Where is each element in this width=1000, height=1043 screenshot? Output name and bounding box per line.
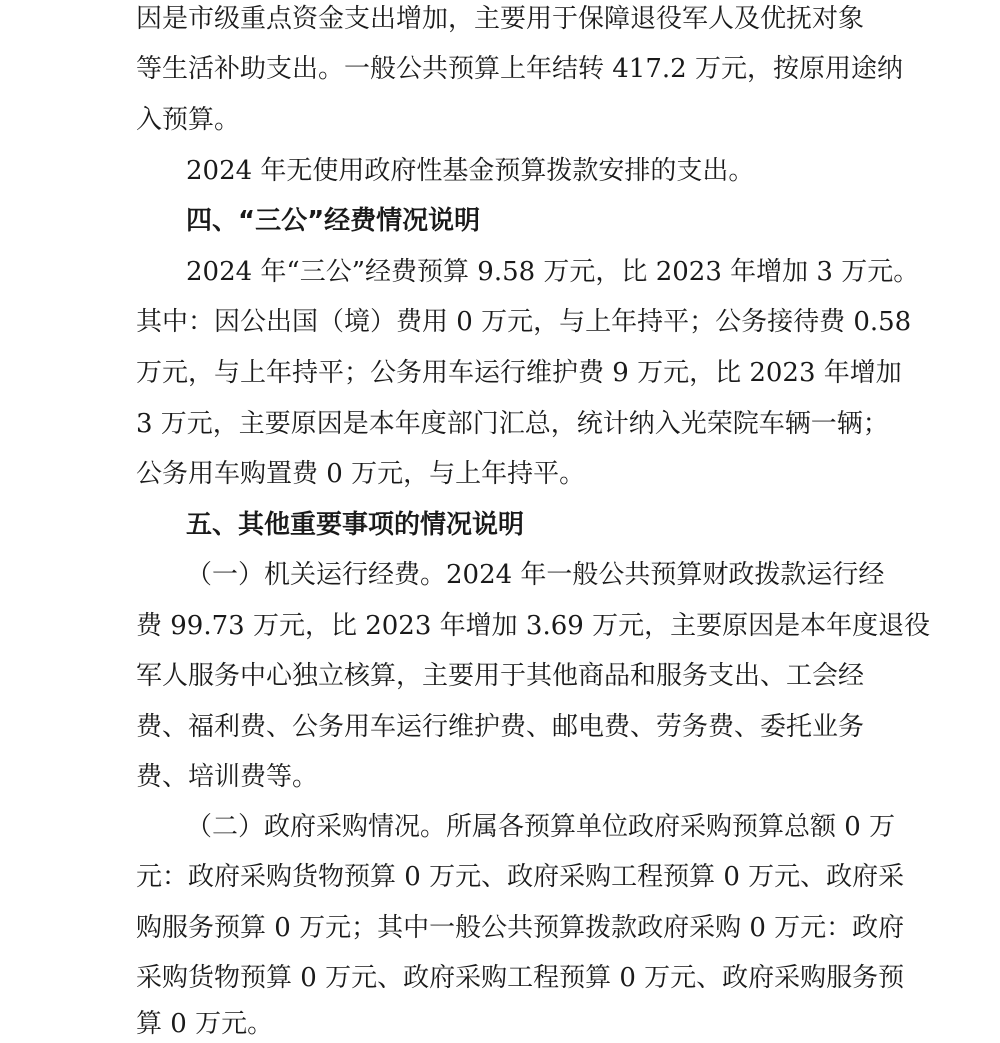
- paragraph-line: 等生活补助支出。一般公共预算上年结转 417.2 万元，按原用途纳: [136, 54, 903, 84]
- paragraph-line: 费、福利费、公务用车运行维护费、邮电费、劳务费、委托业务: [136, 712, 865, 742]
- paragraph-line: 万元，与上年持平；公务用车运行维护费 9 万元，比 2023 年增加: [136, 358, 902, 388]
- paragraph-line: 军人服务中心独立核算，主要用于其他商品和服务支出、工会经: [136, 661, 865, 691]
- paragraph-line: 3 万元，主要原因是本年度部门汇总，统计纳入光荣院车辆一辆；: [136, 409, 889, 439]
- paragraph-line: （二）政府采购情况。所属各预算单位政府采购预算总额 0 万: [186, 812, 896, 842]
- paragraph-line: 入预算。: [136, 105, 241, 135]
- paragraph-line: 公务用车购置费 0 万元，与上年持平。: [136, 459, 586, 489]
- section-heading-four: 四、“三公”经费情况说明: [186, 206, 481, 236]
- paragraph-line: （一）机关运行经费。2024 年一般公共预算财政拨款运行经: [186, 560, 885, 590]
- paragraph-line: 购服务预算 0 万元；其中一般公共预算拨款政府采购 0 万元：政府: [136, 913, 905, 943]
- paragraph-line: 费 99.73 万元，比 2023 年增加 3.69 万元，主要原因是本年度退役: [136, 611, 931, 641]
- paragraph-line: 元：政府采购货物预算 0 万元、政府采购工程预算 0 万元、政府采: [136, 862, 905, 892]
- paragraph-line: 其中：因公出国（境）费用 0 万元，与上年持平；公务接待费 0.58: [136, 307, 912, 337]
- paragraph-line: 采购货物预算 0 万元、政府采购工程预算 0 万元、政府采购服务预: [136, 963, 905, 993]
- paragraph-line: 因是市级重点资金支出增加，主要用于保障退役军人及优抚对象: [136, 4, 865, 34]
- paragraph-line: 费、培训费等。: [136, 762, 319, 792]
- paragraph-line: 2024 年无使用政府性基金预算拨款安排的支出。: [186, 156, 755, 186]
- paragraph-line: 2024 年“三公”经费预算 9.58 万元，比 2023 年增加 3 万元。: [186, 257, 920, 287]
- paragraph-line: 算 0 万元。: [136, 1009, 274, 1039]
- section-heading-five: 五、其他重要事项的情况说明: [186, 510, 525, 540]
